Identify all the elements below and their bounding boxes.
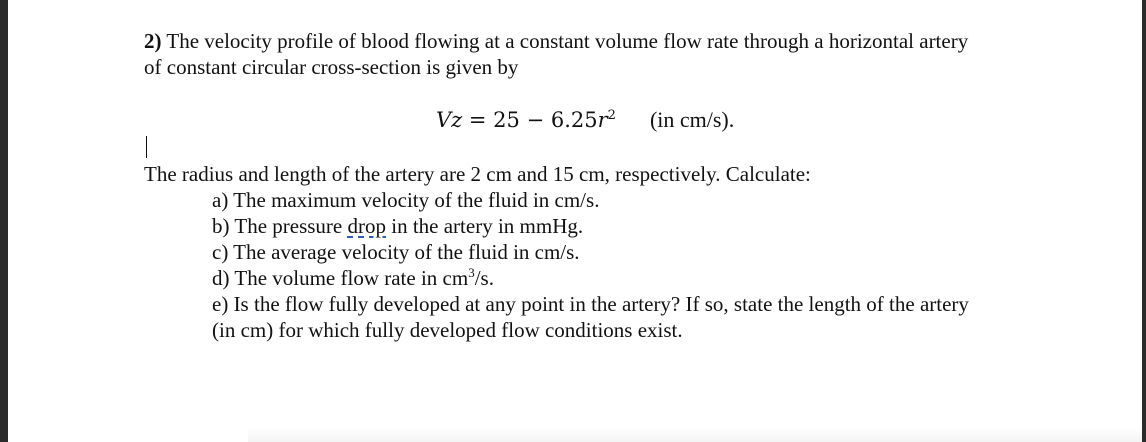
equation-lhs: Vz (436, 108, 463, 132)
problem-number: 2) (144, 29, 162, 53)
equation-expression (436, 108, 616, 132)
text-cursor (146, 136, 147, 158)
spellcheck-word-drop[interactable]: drop (347, 214, 386, 238)
equation-units: (in cm/s). (649, 107, 735, 132)
window-left-border (0, 0, 8, 442)
question-b-prefix: b) The pressure (212, 214, 348, 238)
question-b-suffix: in the artery in mmHg. (386, 214, 584, 238)
question-d (212, 265, 969, 291)
question-list (212, 187, 969, 343)
question-e-line-2: (in cm) for which fully developed flow conditions exist. (212, 318, 683, 342)
intro-line-2: of constant circular cross-section is given by (144, 55, 519, 79)
question-d-exponent: 3 (468, 265, 475, 280)
problem-intro (144, 28, 1054, 80)
equation-rhs: = 25 − 6.25 (462, 108, 598, 132)
equation-exponent: 2 (607, 108, 616, 123)
question-b (212, 213, 969, 239)
question-d-prefix: d) The volume flow rate in cm (212, 266, 469, 290)
question-d-suffix: /s. (474, 266, 494, 290)
question-a: a) The maximum velocity of the fluid in cm/s. (212, 188, 600, 212)
equation-radius-var: r (597, 108, 608, 132)
page-bottom-edge (248, 428, 1142, 442)
intro-line-1 (144, 28, 1054, 54)
question-e-line-1: e) Is the flow fully developed at any point in the artery? If so, state the length of the artery (212, 292, 969, 316)
window-right-border (1142, 0, 1146, 442)
statement-line: The radius and length of the artery are 2 cm and 15 cm, respectively. Calculate: (144, 162, 811, 186)
problem-statement (144, 161, 811, 187)
intro-text-1: The velocity profile of blood flowing at a constant volume flow rate through a horizontal artery (161, 29, 969, 53)
question-c: c) The average velocity of the fluid in cm/s. (212, 240, 580, 264)
velocity-equation (436, 106, 734, 134)
